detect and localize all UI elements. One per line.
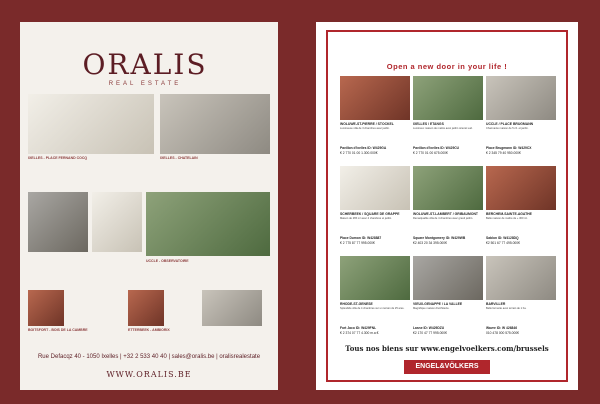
interior-photo xyxy=(160,94,270,154)
engel-voelkers-logo: ENGEL&VÖLKERS xyxy=(404,360,490,374)
listing[interactable] xyxy=(486,166,556,246)
listing[interactable] xyxy=(340,166,410,246)
caption: IXELLES - CHATELAIN xyxy=(160,156,198,160)
caption: IXELLES - PLACE FERNAND COCQ xyxy=(28,156,88,160)
listing-desc: Belle fermette avec terrain de 1 ha. xyxy=(486,307,527,310)
listing-title: BARVILLER xyxy=(486,302,506,306)
listing-price: €2 501 67 77 495.000€ xyxy=(486,241,520,245)
room-photo xyxy=(92,192,142,252)
caption: ETTERBEEK - AMBIORIX xyxy=(128,328,170,332)
listing-office: Wavre ID: W 426846 xyxy=(486,326,518,330)
listing-photo xyxy=(340,166,410,210)
listing-photo xyxy=(486,166,556,210)
listing-photo xyxy=(340,76,410,120)
listing-office: Place Dumon ID: W428887 xyxy=(340,236,382,240)
listing[interactable] xyxy=(340,256,410,336)
listing-photo xyxy=(413,76,483,120)
listing-price: 010 478 000 575.000€ xyxy=(486,331,520,335)
listing-desc: Maison de 265 m² avec 4 chambres et jardin. xyxy=(340,217,392,220)
listing-title: UCCLE / PLACE BRUGMANN xyxy=(486,122,534,126)
listing-desc: Splendide villa de 4 chambres sur un terrain de 25 ares. xyxy=(340,307,405,310)
room-photo xyxy=(28,192,88,252)
listing-photo xyxy=(413,166,483,210)
facade-photo xyxy=(128,290,164,326)
listing-desc: Magnifique maison d'architecte. xyxy=(413,307,450,310)
facade-photo xyxy=(28,290,64,326)
listing[interactable] xyxy=(486,76,556,156)
listing-title: RHODE-ST-GENESE xyxy=(340,302,373,306)
listing-price: € 2 770 01 00 1.300.000€ xyxy=(340,151,378,155)
listing-desc: Belle maison de maître de + 300 m². xyxy=(486,217,528,220)
listing[interactable] xyxy=(413,166,483,246)
listing-photo xyxy=(340,256,410,300)
listing-office: Sablon ID: W4128DQ xyxy=(486,236,519,240)
listing-office: Lasne ID: W429DZU xyxy=(413,326,445,330)
text-block xyxy=(28,161,154,187)
listing-office: Place Brugmann ID: W429CX xyxy=(486,146,532,150)
caption: UCCLE - OBSERVATOIRE xyxy=(146,259,189,263)
listing-price: € 2 345 79 40 950.000€ xyxy=(486,151,521,155)
listing-title: WOLUWE-ST-LAMBERT / GRIBAUMONT xyxy=(413,212,478,216)
listing-title: WOLUWE-ST-PIERRE / STOCKEL xyxy=(340,122,394,126)
listing-title: VIEUX-GENAPPE / LA VALLEE xyxy=(413,302,463,306)
contact-line: Rue Defacqz 40 - 1050 Ixelles | +32 2 533 40 40 | sales@oralis.be | oralisrealestate xyxy=(37,354,261,360)
website-line[interactable]: Tous nos biens sur www.engelvoelkers.com/brussels xyxy=(345,344,549,353)
listing-price: € 2 374 07 77 4.300 m.a.€ xyxy=(340,331,379,335)
listing-desc: Charmante maison de 5 ch. et jardin. xyxy=(486,127,529,130)
garden-photo xyxy=(202,290,262,326)
listing-desc: Remarquable villa de 4 chambres avec grand jardin. xyxy=(413,217,473,220)
logo-sub: REAL ESTATE xyxy=(108,81,182,87)
listing-desc: Lumineuse villa de 3 chambres avec jardin. xyxy=(340,127,390,130)
right-ad-page xyxy=(316,22,578,390)
listing-title: BERCHEM-SAINTE-AGATHE xyxy=(486,212,532,216)
listing-price: € 2 775 87 77 995.000€ xyxy=(340,241,375,245)
listing-price: € 2 770 01 00 675.000€ xyxy=(413,151,448,155)
listing-price: €2 403 20 34 395.000€ xyxy=(413,241,447,245)
listing-price: €2 170 47 77 995.000€ xyxy=(413,331,447,335)
listing-title: SCHERBEEK / SQUARE DE GRAPPE xyxy=(340,212,400,216)
left-ad-page xyxy=(20,22,278,390)
listing-office: Square Montgomery ID: W429WB xyxy=(413,236,466,240)
headline: Open a new door in your life ! xyxy=(386,62,508,71)
logo-text: ORALIS xyxy=(82,48,208,81)
building-photo xyxy=(28,94,154,154)
caption: BOITSFORT - BOIS DE LA CAMBRE xyxy=(28,328,88,332)
house-photo xyxy=(146,192,270,256)
website[interactable]: WWW.ORALIS.BE xyxy=(106,370,192,379)
listing[interactable] xyxy=(413,76,483,156)
listing[interactable] xyxy=(486,256,556,336)
listing-photo xyxy=(413,256,483,300)
listing[interactable] xyxy=(413,256,483,336)
listing[interactable] xyxy=(340,76,410,156)
listing-office: Pavillon d'Ixelles ID: W429CU xyxy=(413,146,460,150)
oralis-logo xyxy=(70,48,220,96)
listing-desc: Lumineux maison de maître avec jardin orienté sud. xyxy=(413,127,473,130)
listing-title: IXELLES / ETANGS xyxy=(413,122,444,126)
listing-office: Fort Jaco ID: W429FNL xyxy=(340,326,377,330)
listing-photo xyxy=(486,256,556,300)
listing-office: Pavillon d'Ixelles ID: W429GA xyxy=(340,146,387,150)
listing-photo xyxy=(486,76,556,120)
